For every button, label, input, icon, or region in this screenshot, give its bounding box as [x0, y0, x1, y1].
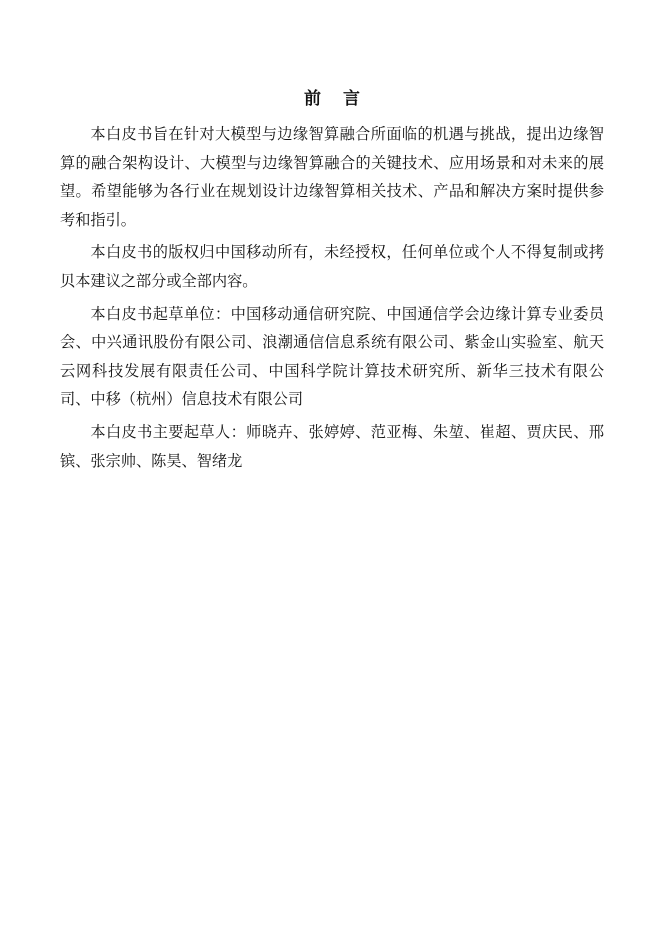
paragraph-drafters: 本白皮书主要起草人：师晓卉、张婷婷、范亚梅、朱堃、崔超、贾庆民、邢镔、张宗帅、陈昊、智绪龙: [60, 422, 604, 470]
paragraph-purpose: 本白皮书旨在针对大模型与边缘智算融合所面临的机遇与挑战，提出边缘智算的融合架构设计、大模型与边缘智算融合的关键技术、应用场景和对未来的展望。希望能够为各行业在规划设计边缘智算相关技术、产品和解决方案时提供参考和指引。: [60, 125, 604, 229]
paragraph-copyright: 本白皮书的版权归中国移动所有，未经授权，任何单位或个人不得复制或拷贝本建议之部分或全部内容。: [60, 243, 604, 290]
paragraph-drafting-units: 本白皮书起草单位：中国移动通信研究院、中国通信学会边缘计算专业委员会、中兴通讯股份有限公司、浪潮通信信息系统有限公司、紫金山实验室、航天云网科技发展有限责任公司、中国科学院计算技术研究所、新华三技术有限公司、中移（杭州）信息技术有限公司: [60, 304, 604, 409]
page-title: 前言: [304, 89, 382, 109]
